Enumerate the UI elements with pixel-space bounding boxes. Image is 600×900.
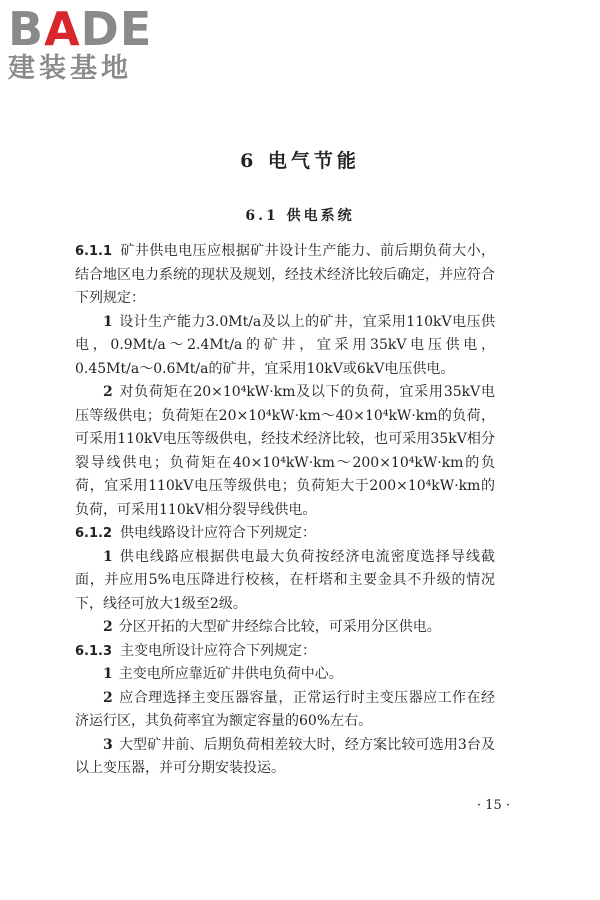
item-number: 2 <box>103 689 113 706</box>
item-text: 应合理选择主变压器容量，正常运行时主变压器应工作在经济运行区，其负荷率宜为额定容量的60%左右。 <box>75 689 495 729</box>
list-item <box>75 687 495 734</box>
item-number: 1 <box>103 313 113 330</box>
list-item <box>75 381 495 522</box>
clause-6-1-2 <box>75 522 495 546</box>
item-text: 大型矿井前、后期负荷相差较大时，经方案比较可选用3台及以上变压器，并可分期安装投运。 <box>75 736 495 776</box>
list-item <box>75 616 495 640</box>
logo-letter: B <box>8 2 45 56</box>
clause-text: 矿井供电电压应根据矿井设计生产能力、前后期负荷大小，结合地区电力系统的现状及规划，经技术经济比较后确定，并应符合下列规定： <box>75 243 495 306</box>
logo-wordmark <box>8 2 153 56</box>
item-number: 2 <box>103 384 113 400</box>
page-number: · 15 · <box>476 798 510 813</box>
item-number: 3 <box>103 736 113 753</box>
item-text: 分区开拓的大型矿井经综合比较，可采用分区供电。 <box>118 619 441 635</box>
item-text: 主变电所应靠近矿井供电负荷中心。 <box>118 666 343 682</box>
logo-letter-accent: A <box>44 2 81 56</box>
list-item <box>75 546 495 617</box>
logo-chinese-name: 建装基地 <box>8 53 132 84</box>
item-number: 1 <box>103 666 113 682</box>
item-number: 2 <box>103 619 113 635</box>
list-item <box>75 311 495 382</box>
clause-number: 6.1.1 <box>75 244 113 259</box>
clause-text: 主变电所设计应符合下列规定： <box>120 642 317 659</box>
item-number: 1 <box>103 548 113 565</box>
logo <box>8 2 153 86</box>
clause-text: 供电线路设计应符合下列规定： <box>120 525 317 541</box>
section-title: 6.1 供电系统 <box>245 208 355 224</box>
clause-6-1-1 <box>75 240 495 311</box>
item-text: 设计生产能力3.0Mt/a及以上的矿井，宜采用110kV电压供电，0.9Mt/a～2.4Mt/a的矿井，宜采用35kV电压供电，0.45Mt/a～0.6Mt/a的矿井，宜采用10kV或6kV电压供电。 <box>75 313 495 377</box>
list-item <box>75 663 495 687</box>
chapter-title: 6 电气节能 <box>240 150 360 172</box>
clause-6-1-3 <box>75 640 495 664</box>
item-text: 对负荷矩在20×10⁴kW·km及以下的负荷，宜采用35kV电压等级供电；负荷矩在20×10⁴kW·km～40×10⁴kW·km的负荷，可采用110kV电压等级供电，经技术经济比较，也可采用35kV相分裂导线供电；负荷矩在40×10⁴kW·km～200×10⁴kW·km的负荷，宜采用110kV电压等级供电；负荷矩大于200×10⁴kW·km的负荷，可采用110kV相分裂导线供电。 <box>75 384 495 518</box>
list-item <box>75 734 495 781</box>
clause-number: 6.1.3 <box>75 643 113 659</box>
item-text: 供电线路应根据供电最大负荷按经济电流密度选择导线截面，并应用5%电压降进行校核，在杆塔和主要金具不升级的情况下，线径可放大1级至2级。 <box>75 548 495 612</box>
clause-number: 6.1.2 <box>75 526 113 541</box>
logo-letters: DE <box>80 2 153 56</box>
document-body <box>75 240 495 781</box>
